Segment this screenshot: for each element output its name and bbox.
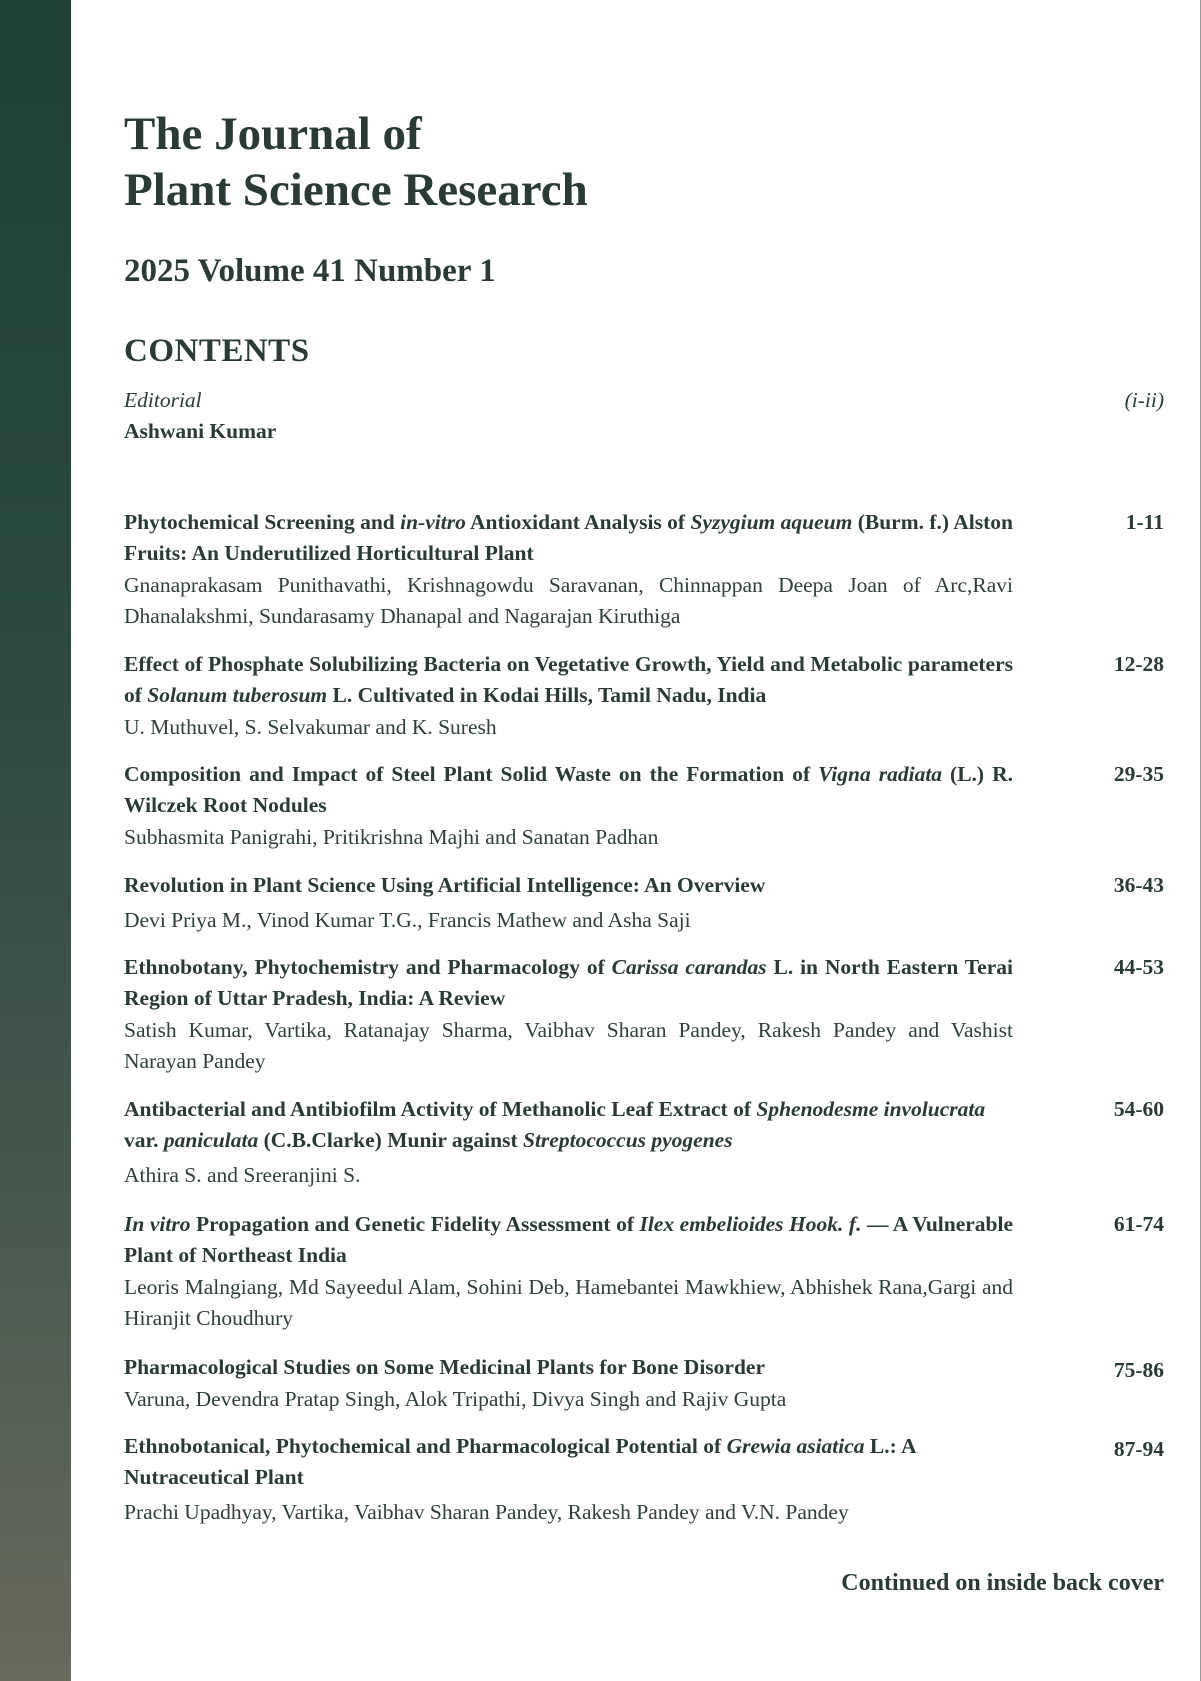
article-entry (124, 952, 1164, 1077)
article-entry (124, 1431, 1164, 1528)
article-title-italic-run: Carissa carandas (611, 955, 767, 979)
article-authors: Satish Kumar, Vartika, Ratanajay Sharma, Vaibhav Sharan Pandey, Rakesh Pandey and Vashist Narayan Pandey (124, 1018, 1013, 1073)
article-pages: 54-60 (1113, 1097, 1164, 1121)
article-title-run: Pharmacological Studies on Some Medicinal Plants for Bone Disorder (124, 1355, 765, 1379)
journal-title-line-1: The Journal of (124, 108, 422, 160)
article-pages: 36-43 (1113, 873, 1164, 897)
editorial-author: Ashwani Kumar (124, 419, 277, 443)
article-authors: U. Muthuvel, S. Selvakumar and K. Suresh (124, 715, 497, 739)
article-title (124, 1209, 1013, 1271)
article-title-italic-run: Ilex embelioides Hook. f. (639, 1212, 862, 1236)
article-pages: 87-94 (1113, 1437, 1164, 1461)
article-title-run: L.: A Nutraceutical Plant (124, 1434, 916, 1489)
article-title-run: var. (124, 1128, 164, 1152)
article-title (124, 507, 1013, 569)
article-entry (124, 507, 1164, 632)
article-title-run: — A Vulnerable Plant of Northeast India (124, 1212, 1014, 1267)
article-title-italic-run: Sphenodesme involucrata (756, 1097, 986, 1121)
article-authors: Subhasmita Panigrahi, Pritikrishna Majhi and Sanatan Padhan (124, 825, 659, 849)
article-pages: 61-74 (1113, 1212, 1164, 1236)
article-entry (124, 1209, 1164, 1334)
article-authors: Prachi Upadhyay, Vartika, Vaibhav Sharan Pandey, Rakesh Pandey and V.N. Pandey (124, 1500, 849, 1524)
article-title-run: (L.) R. Wilczek Root Nodules (124, 762, 1013, 817)
article-title (124, 759, 1013, 821)
article-entry (124, 1352, 1164, 1415)
editorial-pages: (i-ii) (1124, 388, 1164, 412)
article-pages: 44-53 (1113, 955, 1164, 979)
article-title-run: Propagation and Genetic Fidelity Assessment of (190, 1212, 640, 1236)
article-title-italic-run: in-vitro (400, 510, 466, 534)
issue-info: 2025 Volume 41 Number 1 (124, 253, 496, 289)
editorial-label: Editorial (124, 388, 202, 412)
article-authors: Athira S. and Sreeranjini S. (124, 1163, 361, 1187)
cover-side-band (0, 0, 71, 1681)
journal-title-line-2: Plant Science Research (124, 164, 588, 216)
article-title-run: Antioxidant Analysis of (465, 510, 691, 534)
article-pages: 75-86 (1113, 1358, 1164, 1382)
article-authors: Leoris Malngiang, Md Sayeedul Alam, Sohini Deb, Hamebantei Mawkhiew, Abhishek Rana,Gargi and Hiranjit Choudhury (124, 1275, 1013, 1330)
continued-note: Continued on inside back cover (841, 1570, 1164, 1596)
article-entry (124, 649, 1164, 743)
editorial-entry (124, 385, 1164, 447)
article-title-run: (C.B.Clarke) Munir against (258, 1128, 523, 1152)
article-title-italic-run: Syzygium aqueum (690, 510, 853, 534)
article-title (124, 1431, 1013, 1493)
article-title-italic-run: paniculata (163, 1128, 259, 1152)
article-title-italic-run: Streptococcus pyogenes (523, 1128, 733, 1152)
article-title-italic-run: Vigna radiata (818, 762, 943, 786)
article-pages: 29-35 (1113, 762, 1164, 786)
article-entry (124, 759, 1164, 853)
article-authors: Gnanaprakasam Punithavathi, Krishnagowdu Saravanan, Chinnappan Deepa Joan of Arc,Ravi Dhanalakshmi, Sundarasamy Dhanapal and Nagarajan Kiruthiga (124, 573, 1013, 628)
article-title-italic-run: Solanum tuberosum (147, 683, 328, 707)
article-entry (124, 1094, 1164, 1191)
article-authors: Varuna, Devendra Pratap Singh, Alok Tripathi, Divya Singh and Rajiv Gupta (124, 1387, 787, 1411)
article-title (124, 1094, 1013, 1156)
article-title-run: Composition and Impact of Steel Plant Solid Waste on the Formation of (124, 762, 819, 786)
article-title (124, 870, 1013, 901)
article-title-run: Revolution in Plant Science Using Artificial Intelligence: An Overview (124, 873, 766, 897)
article-title-run: Ethnobotany, Phytochemistry and Pharmacology of (124, 955, 612, 979)
article-entry (124, 870, 1164, 936)
article-title-run: Ethnobotanical, Phytochemical and Pharmacological Potential of (124, 1434, 727, 1458)
article-title-italic-run: Grewia asiatica (726, 1434, 865, 1458)
article-title-run: L. in North Eastern Terai Region of Uttar Pradesh, India: A Review (124, 955, 1013, 1010)
article-authors: Devi Priya M., Vinod Kumar T.G., Francis Mathew and Asha Saji (124, 908, 691, 932)
contents-heading: CONTENTS (124, 333, 310, 369)
article-title-run: L. Cultivated in Kodai Hills, Tamil Nadu, India (327, 683, 767, 707)
journal-title (124, 106, 588, 218)
article-pages: 12-28 (1113, 652, 1164, 676)
article-title (124, 649, 1013, 711)
article-pages: 1-11 (1125, 510, 1164, 534)
article-title (124, 1352, 1013, 1383)
article-title-run: Phytochemical Screening and (124, 510, 401, 534)
article-title-run: Antibacterial and Antibiofilm Activity of Methanolic Leaf Extract of (124, 1097, 757, 1121)
article-title-run: (Burm. f.) Alston Fruits: An Underutilized Horticultural Plant (124, 510, 1014, 565)
article-title-italic-run: In vitro (124, 1212, 191, 1236)
article-title-run: Effect of Phosphate Solubilizing Bacteria on Vegetative Growth, Yield and Metabolic parameters of (124, 652, 1013, 707)
article-title (124, 952, 1013, 1014)
